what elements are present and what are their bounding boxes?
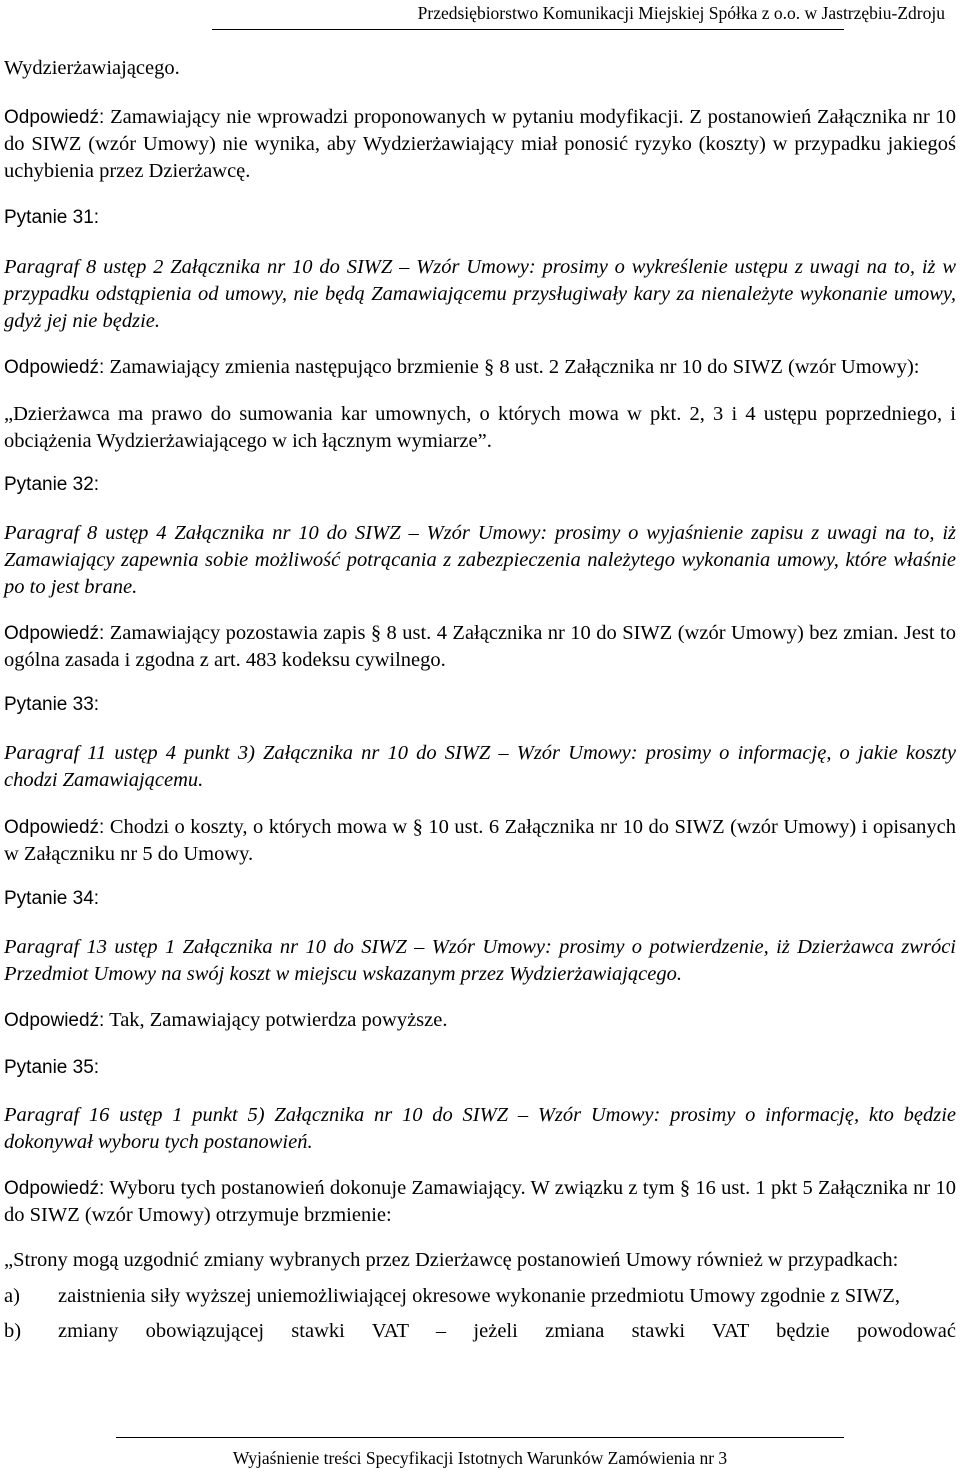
document-body — [4, 55, 956, 1345]
question-32-label: Pytanie 32: — [4, 474, 100, 495]
footer-divider — [116, 1437, 844, 1438]
page-footer: Wyjaśnienie treści Specyfikacji Istotnych Warunków Zamówienia nr 3 — [232, 1448, 728, 1468]
header-text: Przedsiębiorstwo Komunikacji Miejskiej Spółka z o.o. w Jastrzębiu-Zdroju — [417, 3, 945, 23]
list-marker: a) — [4, 1285, 20, 1307]
answer-32-text: Zamawiający pozostawia zapis § 8 ust. 4 Załącznika nr 10 do SIWZ (wzór Umowy) bez zmian. Jest to ogólna zasada i zgodna z art. 483 kodeksu cywilnego. — [4, 622, 956, 671]
list-item — [4, 1318, 956, 1345]
list-item — [4, 1283, 956, 1310]
list-marker: b) — [4, 1320, 22, 1342]
question-31-text: Paragraf 8 ustęp 2 Załącznika nr 10 do SIWZ – Wzór Umowy: prosimy o wykreślenie ustępu z uwagi na to, iż w przypadku odstąpienia od umowy, nie będą Zamawiającemu przysługiwały kary za nienależyte wykonanie umowy, gdyż jej nie będzie. — [4, 256, 956, 332]
answer-34-text: Tak, Zamawiający potwierdza powyższe. — [104, 1009, 448, 1031]
answer-31-text: Zamawiający zmienia następująco brzmienie § 8 ust. 2 Załącznika nr 10 do SIWZ (wzór Umowy): — [104, 356, 920, 378]
question-34-label: Pytanie 34: — [4, 888, 100, 909]
question-34-text: Paragraf 13 ustęp 1 Załącznika nr 10 do SIWZ – Wzór Umowy: prosimy o potwierdzenie, iż Dzierżawca zwróci Przedmiot Umowy na swój koszt w miejscu wskazanym przez Wydzierżawiającego. — [4, 936, 956, 985]
top-fragment: Wydzierżawiającego. — [4, 57, 180, 79]
question-33-text: Paragraf 11 ustęp 4 punkt 3) Załącznika nr 10 do SIWZ – Wzór Umowy: prosimy o informację, o jakie koszty chodzi Zamawiającemu. — [4, 742, 956, 791]
list-item-text: zmiany obowiązującej stawki VAT – jeżeli zmiana stawki VAT będzie powodować — [58, 1320, 956, 1342]
answer-31-paragraph — [4, 354, 956, 381]
answer-label: Odpowiedź: — [4, 817, 105, 838]
answer-35-text: Wyboru tych postanowień dokonuje Zamawiający. W związku z tym § 16 ust. 1 pkt 5 Załącznika nr 10 do SIWZ (wzór Umowy) otrzymuje brzmienie: — [4, 1177, 956, 1226]
answer-paragraph — [4, 104, 956, 185]
list-item-text: zaistnienia siły wyższej uniemożliwiającej okresowe wykonanie przedmiotu Umowy zgodnie z SIWZ, — [58, 1285, 900, 1307]
answer-text: Zamawiający nie wprowadzi proponowanych w pytaniu modyfikacji. Z postanowień Załącznika nr 10 do SIWZ (wzór Umowy) nie wynika, aby Wydzierżawiający miał ponosić ryzyko (koszty) w przypadku jakiegoś uchybienia przez Dzierżawcę. — [4, 106, 956, 182]
answer-label: Odpowiedź: — [4, 623, 105, 644]
answer-label: Odpowiedź: — [4, 357, 105, 378]
question-33-label: Pytanie 33: — [4, 694, 100, 715]
answer-33-paragraph — [4, 814, 956, 868]
answer-label: Odpowiedź: — [4, 107, 105, 128]
answer-34-paragraph — [4, 1007, 956, 1034]
question-32-text: Paragraf 8 ustęp 4 Załącznika nr 10 do SIWZ – Wzór Umowy: prosimy o wyjaśnienie zapisu z uwagi na to, iż Zamawiający zapewnia sobie możliwość potrącania z zabezpieczenia należytego wykonania umowy, które właśnie po to jest brane. — [4, 522, 956, 598]
page-header — [0, 0, 960, 34]
answer-35-paragraph — [4, 1175, 956, 1229]
answer-33-text: Chodzi o koszty, o których mowa w § 10 ust. 6 Załącznika nr 10 do SIWZ (wzór Umowy) i opisanych w Załączniku nr 5 do Umowy. — [4, 816, 956, 865]
answer-32-paragraph — [4, 620, 956, 674]
question-35-label: Pytanie 35: — [4, 1057, 100, 1078]
question-31-label: Pytanie 31: — [4, 207, 100, 228]
answer-35-quote: „Strony mogą uzgodnić zmiany wybranych przez Dzierżawcę postanowień Umowy również w przypadkach: — [4, 1249, 899, 1271]
answer-label: Odpowiedź: — [4, 1178, 105, 1199]
answer-label: Odpowiedź: — [4, 1010, 105, 1031]
header-divider — [212, 29, 844, 30]
answer-31-quote: „Dzierżawca ma prawo do sumowania kar umownych, o których mowa w pkt. 2, 3 i 4 ustępu poprzedniego, i obciążenia Wydzierżawiającego w ich łącznym wymiarze”. — [4, 403, 956, 452]
question-35-text: Paragraf 16 ustęp 1 punkt 5) Załącznika nr 10 do SIWZ – Wzór Umowy: prosimy o informację, kto będzie dokonywał wyboru tych postanowień. — [4, 1104, 956, 1153]
